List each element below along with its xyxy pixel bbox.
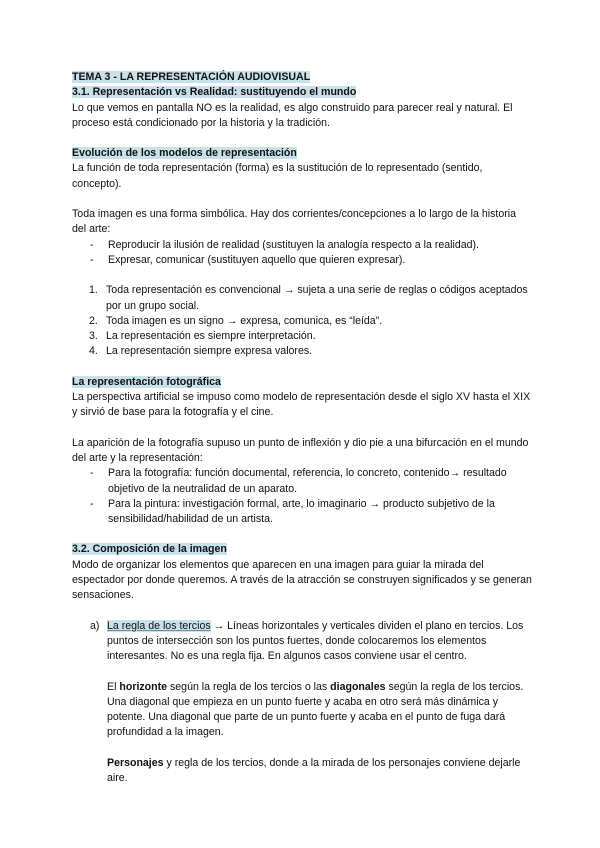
foto-dash-list bbox=[72, 466, 532, 527]
foto-paragraph-2: La aparición de la fotografía supuso un punto de inflexión y dio pie a una bifurcación en el mundo del arte y la representación: bbox=[72, 436, 529, 464]
item-a-paragraph-2: El horizonte según la regla de los tercios o las diagonales según la regla de los tercios. Una diagonal que empieza en un punto fuerte y acaba en otro será más dinámica y potente. Una diagonal que parte de un punto fuerte y acaba en el punto de fuga dará profundidad a la imagen. bbox=[107, 680, 524, 739]
list-item: 3. La representación es siempre interpretación. bbox=[89, 330, 316, 343]
list-item: - Para la fotografía: función documental, referencia, lo concreto, contenido→ resultado objetivo de la neutralidad de un aparato. bbox=[84, 466, 532, 497]
evolucion-paragraph-1: La función de toda representación (forma) es la sustitución de lo representado (sentido, concepto). bbox=[72, 162, 483, 190]
list-item: - Para la pintura: investigación formal, arte, lo imaginario → producto subjetivo de la sensibilidad/habilidad de un artista. bbox=[84, 497, 532, 528]
section-31-paragraph: Lo que vemos en pantalla NO es la realidad, es algo construido para parecer real y natural. El proceso está condicionado por la historia y la tradición. bbox=[72, 101, 513, 129]
foto-heading: La representación fotográfica bbox=[72, 375, 221, 388]
evolucion-heading: Evolución de los modelos de representación bbox=[72, 147, 297, 160]
item-a: a) La regla de los tercios → Líneas horizontales y verticales dividen el plano en tercios. Los puntos de intersección son los puntos fuertes, donde colocaremos los elementos interesantes. No es una regla fija. En algunos casos conviene usar el centro. El horizonte según la regla de los tercios o las diagonales según la regla de los tercios. Una diagonal que empieza en un punto fuerte y acaba en otro será más dinámica y potente. Una diagonal que parte de un punto fuerte y acaba en el punto de fuga dará profundidad a la imagen. Personajes y regla de los tercios, donde a la mirada de los personajes conviene dejarle aire. bbox=[72, 619, 532, 787]
evolucion-numbered-list bbox=[72, 283, 532, 359]
list-item: - Reproducir la ilusión de realidad (sustituyen la analogía respecto a la realidad). bbox=[84, 238, 532, 253]
section-31-heading: 3.1. Representación vs Realidad: sustituyendo el mundo bbox=[72, 86, 357, 99]
list-item: 2. Toda imagen es un signo → expresa, comunica, es “leída”. bbox=[89, 314, 383, 327]
item-a-paragraph-1: La regla de los tercios → Líneas horizontales y verticales dividen el plano en tercios. Los puntos de intersección son los puntos fuertes, donde colocaremos los elementos interesantes. No es una regla fija. En algunos casos conviene usar el centro. bbox=[107, 619, 524, 663]
list-item: - Expresar, comunicar (sustituyen aquello que quieren expresar). bbox=[84, 253, 532, 268]
list-item: 4. La representación siempre expresa valores. bbox=[89, 345, 313, 358]
document-title: TEMA 3 - LA REPRESENTACIÓN AUDIOVISUAL bbox=[72, 71, 311, 83]
item-a-paragraph-3: Personajes y regla de los tercios, donde a la mirada de los personajes conviene dejarle aire. bbox=[107, 756, 521, 784]
list-item: 1. Toda representación es convencional → sujeta a una serie de reglas o códigos aceptados por un grupo social. bbox=[89, 284, 528, 312]
foto-paragraph-1: La perspectiva artificial se impuso como modelo de representación desde el siglo XV hasta el XIX y sirvió de base para la fotografía y el cine. bbox=[72, 391, 531, 419]
document-page bbox=[72, 70, 532, 786]
evolucion-paragraph-2: Toda imagen es una forma simbólica. Hay dos corrientes/concepciones a lo largo de la historia del arte: bbox=[72, 208, 516, 236]
section-32-heading: 3.2. Composición de la imagen bbox=[72, 543, 227, 556]
evolucion-dash-list bbox=[72, 238, 532, 269]
section-32-paragraph: Modo de organizar los elementos que aparecen en una imagen para guiar la mirada del espectador por donde queremos. A través de la atracción se construyen significados y se generan sensaciones. bbox=[72, 558, 532, 602]
